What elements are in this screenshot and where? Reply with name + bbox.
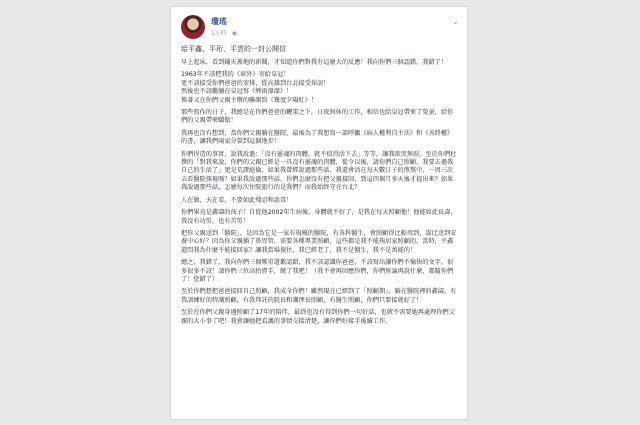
post-paragraph: 人在做，天在看，不要如此殘忍和惡毒！ (181, 196, 293, 204)
post-body (181, 45, 459, 330)
author-avatar[interactable] (181, 15, 205, 39)
post-paragraph: 至於你們想把爸爸接回自己照顧，我成全你們！雖然現在已經到了「照顧期」，躺在醫院裡的鑫濤，有我訓練好的特護照顧，有我拜託的院長和護理長照顧，有醫生照顧，你們只要接就好了！ (181, 288, 457, 304)
post-timestamp[interactable]: 1小時 (211, 30, 227, 37)
post-card (170, 6, 468, 420)
post-paragraph: 1963年不該把我的《窗外》寄給皇冠！ 更不該接受你們爸爸的安排，從高雄到台北接受採訪！ 然後也不該繼續在皇冠寫《煙雨濛濛》！ 換著又在你們父親主辦的聯副寫《幾度夕陽紅》！ (181, 71, 330, 104)
chevron-down-icon[interactable]: ⌄ (452, 17, 459, 26)
author-name[interactable]: 瓊瑤 (211, 17, 227, 26)
globe-icon: ◉ (231, 30, 237, 37)
post-title: 給平鑫、平珩、平雲的一封公開信 (181, 45, 286, 53)
post-paragraph: 你們捏造的事實，說我說過：「沒有靈魂的肉體，就不值得活下去」等等，讓我欲哭無淚。至於你們杜撰的「對我來說，你們的父親已經是一具沒有靈魂的肉體，從今以後，請你們自己照顧，我要去過我自己的生活了」更是荒謬絕倫，如果我曾經說過那些話，我還會活在每天數日子的煎熬中，一周三次去看醫院探視嗎？如果我說過那些話，你們怎麼沒有把父親接回，到這四個月多天後才提出來？如果我說過那些話，怎麼每次住院旅行的是我們？而我始終守在台北？ (181, 150, 457, 192)
post-paragraph: 把你父親送到「醫院」，是因為它是一家有規模的醫院，有各科醫生，會照顧得比較周到，謀比送到安養中心好？因為你父親插了鼻胃管，需要各種專業照顧，這些都是我不能夠居家照顧的。當時，平鑫還問我為什麼不能接回家？讓我當場傻住，我已經老了，我不是醫生，我不是萬能的！ (181, 229, 457, 254)
post-paragraph: 我再也沒有想到，當你們父親躺在醫院，最後為了我想寫一部呼籲《病人權利自主法》和《善終權》的書，讓我們兩家分裂到這個地步！ (181, 129, 454, 146)
post-paragraph: 總之，我錯了，我向你們三個鄭重道歉認錯，我不該認識你爸爸，不該寫出讓你們不愉快的文字，很多很多不該！請你們三位高抬貴手，饒了我吧！（我不會再回應你們，你們無論再說什麼，都隨你們了！您錯了） (181, 259, 454, 283)
post-paragraph: 早上起床，看到鋪天蓋地的新聞，才知道你們對我有這麼大的反應！我向你們三個認錯，我錯了！ (181, 59, 448, 66)
post-paragraph: 那些寫作的日子，我總是在你們爸爸的鞭策之下，日夜無休的工作，相信也給皇冠帶來了榮景，給你們的父親帶來驕傲！ (181, 109, 454, 125)
post-header (181, 15, 459, 41)
post-paragraph: 你們畢竟是鑫濤的孩子！自從他2002年生病後，身體就不好了，是我在每天照顧他！他能如此長壽，我沒有功勞，也有苦勞！ (181, 209, 457, 225)
post-paragraph: 至於在你們父親身邊照顧了17年的陪伴，最終也沒有得到你們一句好話，也就不需要她再處理你們父親的大小事了吧！我會讓她把看護的事情交接清楚，讓你們好接手後續工作。 (181, 309, 455, 325)
post-meta (211, 28, 237, 37)
